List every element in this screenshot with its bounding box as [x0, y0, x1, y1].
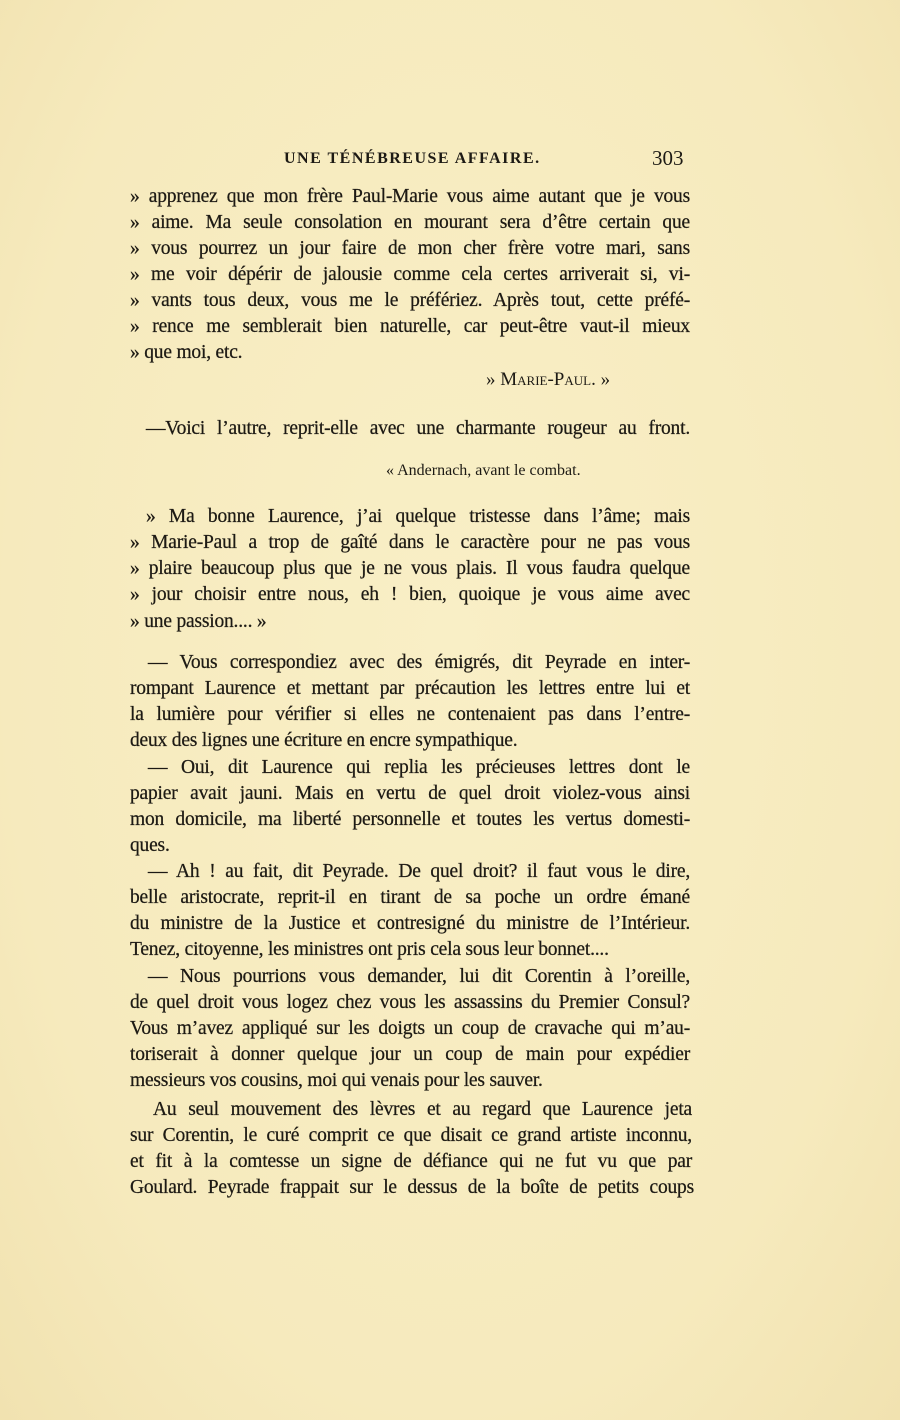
text-line: Goulard. Peyrade frappait sur le dessus de la boîte de petits coups [130, 1177, 694, 1198]
text-line: » plaire beaucoup plus que je ne vous plais. Il vous faudra quelque [130, 558, 690, 579]
text-line: sur Corentin, le curé comprit ce que disait ce grand artiste inconnu, [130, 1125, 692, 1146]
text-line: » vous pourrez un jour faire de mon cher frère votre mari, sans [130, 238, 690, 259]
text-line: du ministre de la Justice et contresigné du ministre de l’Intérieur. [130, 913, 690, 934]
text-line: » vants tous deux, vous me le préfériez. Après tout, cette préfé- [130, 290, 690, 311]
text-line: de quel droit vous logez chez vous les assassins du Premier Consul? [130, 992, 690, 1013]
text-line: — Vous correspondiez avec des émigrés, dit Peyrade en inter- [148, 652, 690, 673]
text-line: mon domicile, ma liberté personnelle et toutes les vertus domesti- [130, 809, 690, 830]
text-line: toriserait à donner quelque jour un coup de main pour expédier [130, 1044, 690, 1065]
text-line: » apprenez que mon frère Paul-Marie vous aime autant que je vous [130, 186, 690, 207]
text-line: messieurs vos cousins, moi qui venais pour les sauver. [130, 1070, 543, 1091]
text-line: » jour choisir entre nous, eh ! bien, quoique je vous aime avec [130, 584, 690, 605]
text-line: Vous m’avez appliqué sur les doigts un coup de cravache qui m’au- [130, 1018, 690, 1039]
text-line: — Ah ! au fait, dit Peyrade. De quel droit? il faut vous le dire, [148, 861, 690, 882]
text-line: ques. [130, 835, 170, 856]
page-number: 303 [652, 146, 684, 170]
running-title: UNE TÉNÉBREUSE AFFAIRE. [284, 150, 541, 167]
text-line: » me voir dépérir de jalousie comme cela certes arriverait si, vi- [130, 264, 690, 285]
text-line: belle aristocrate, reprit-il en tirant de sa poche un ordre émané [130, 887, 690, 908]
text-line: Au seul mouvement des lèvres et au regard que Laurence jeta [153, 1099, 692, 1120]
letter-dateline: « Andernach, avant le combat. [386, 462, 581, 479]
text-line: deux des lignes une écriture en encre sympathique. [130, 730, 518, 751]
text-line: » rence me semblerait bien naturelle, car peut-être vaut-il mieux [130, 316, 690, 337]
text-line: la lumière pour vérifier si elles ne contenaient pas dans l’entre- [130, 704, 690, 725]
text-line: papier avait jauni. Mais en vertu de quel droit violez-vous ainsi [130, 783, 690, 804]
text-line: rompant Laurence et mettant par précaution les lettres entre lui et [130, 678, 690, 699]
text-line: Tenez, citoyenne, les ministres ont pris cela sous leur bonnet.... [130, 939, 609, 960]
text-line: » que moi, etc. [130, 342, 243, 363]
text-line: et fit à la comtesse un signe de défiance qui ne fut vu que par [130, 1151, 692, 1172]
text-line: —Voici l’autre, reprit-elle avec une charmante rougeur au front. [146, 418, 690, 439]
letter-signature: » Marie-Paul. » [486, 369, 611, 390]
text-line: » Ma bonne Laurence, j’ai quelque tristesse dans l’âme; mais [146, 506, 690, 527]
text-line: » aime. Ma seule consolation en mourant sera d’être certain que [130, 212, 690, 233]
text-line: — Nous pourrions vous demander, lui dit Corentin à l’oreille, [148, 966, 690, 987]
text-line: — Oui, dit Laurence qui replia les précieuses lettres dont le [148, 757, 690, 778]
text-line: » Marie-Paul a trop de gaîté dans le caractère pour ne pas vous [130, 532, 690, 553]
text-line: » une passion.... » [130, 611, 267, 632]
